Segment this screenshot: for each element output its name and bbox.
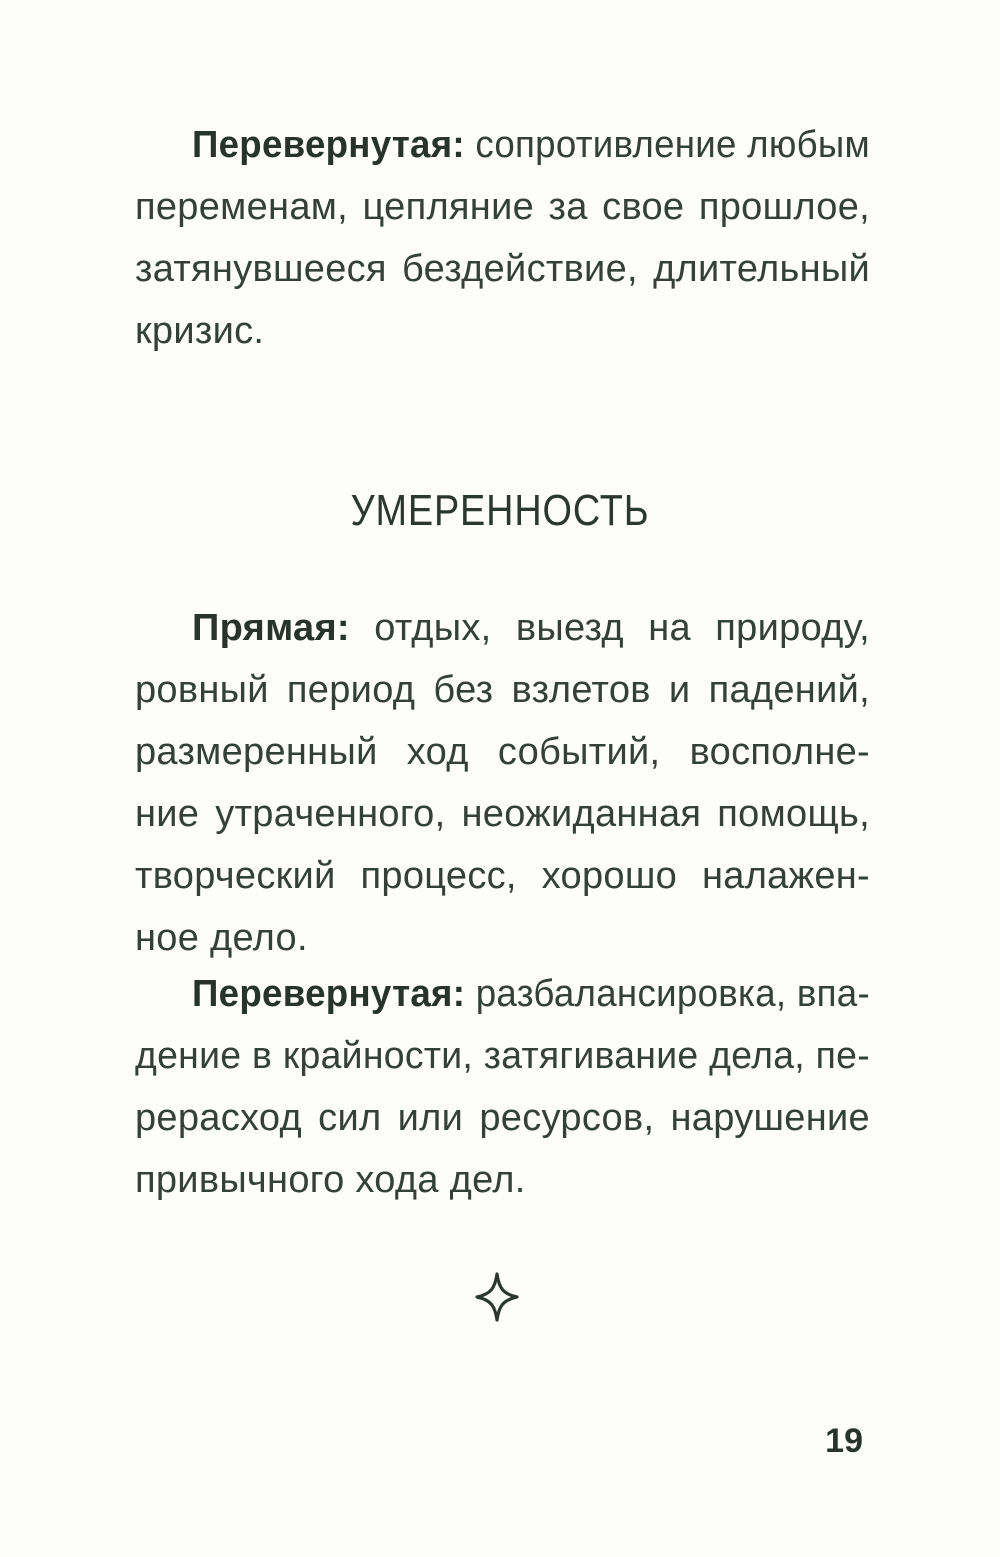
text-line: затянувшееся бездействие, длительный	[135, 248, 870, 290]
reversed-label: Перевернутая:	[192, 973, 466, 1015]
previous-card-reversed-paragraph	[135, 114, 870, 362]
upright-paragraph	[135, 597, 870, 969]
text-line: размеренный ход событий, восполне-	[135, 731, 870, 773]
text-line	[135, 963, 870, 1025]
text-line: творческий процесс, хорошо налажен-	[135, 855, 870, 897]
text-line: ное дело.	[135, 917, 308, 959]
text-line	[135, 597, 870, 659]
four-point-star-outline-icon	[475, 1272, 519, 1322]
text-line: кризис.	[135, 310, 265, 352]
upright-label: Прямая:	[192, 607, 350, 649]
text-line: ровный период без взлетов и падений,	[135, 669, 870, 711]
card-title: УМЕРЕННОСТЬ	[350, 486, 650, 535]
text-fragment: разбалансировка, впа-	[475, 973, 870, 1015]
text-fragment: отдых, выезд на природу,	[374, 607, 870, 649]
text-fragment: сопротивление любым	[475, 124, 870, 166]
reversed-paragraph	[135, 963, 870, 1211]
text-line: дение в крайности, затягивание дела, пе-	[135, 1035, 870, 1077]
text-line: рерасход сил или ресурсов, нарушение	[135, 1097, 870, 1139]
page-number: 19	[825, 1422, 863, 1460]
text-line: переменам, цепляние за свое прошлое,	[135, 186, 870, 228]
text-line	[135, 114, 870, 176]
text-line: ние утраченного, неожиданная помощь,	[135, 793, 870, 835]
text-line: привычного хода дел.	[135, 1159, 526, 1201]
reversed-label: Перевернутая:	[192, 124, 465, 166]
